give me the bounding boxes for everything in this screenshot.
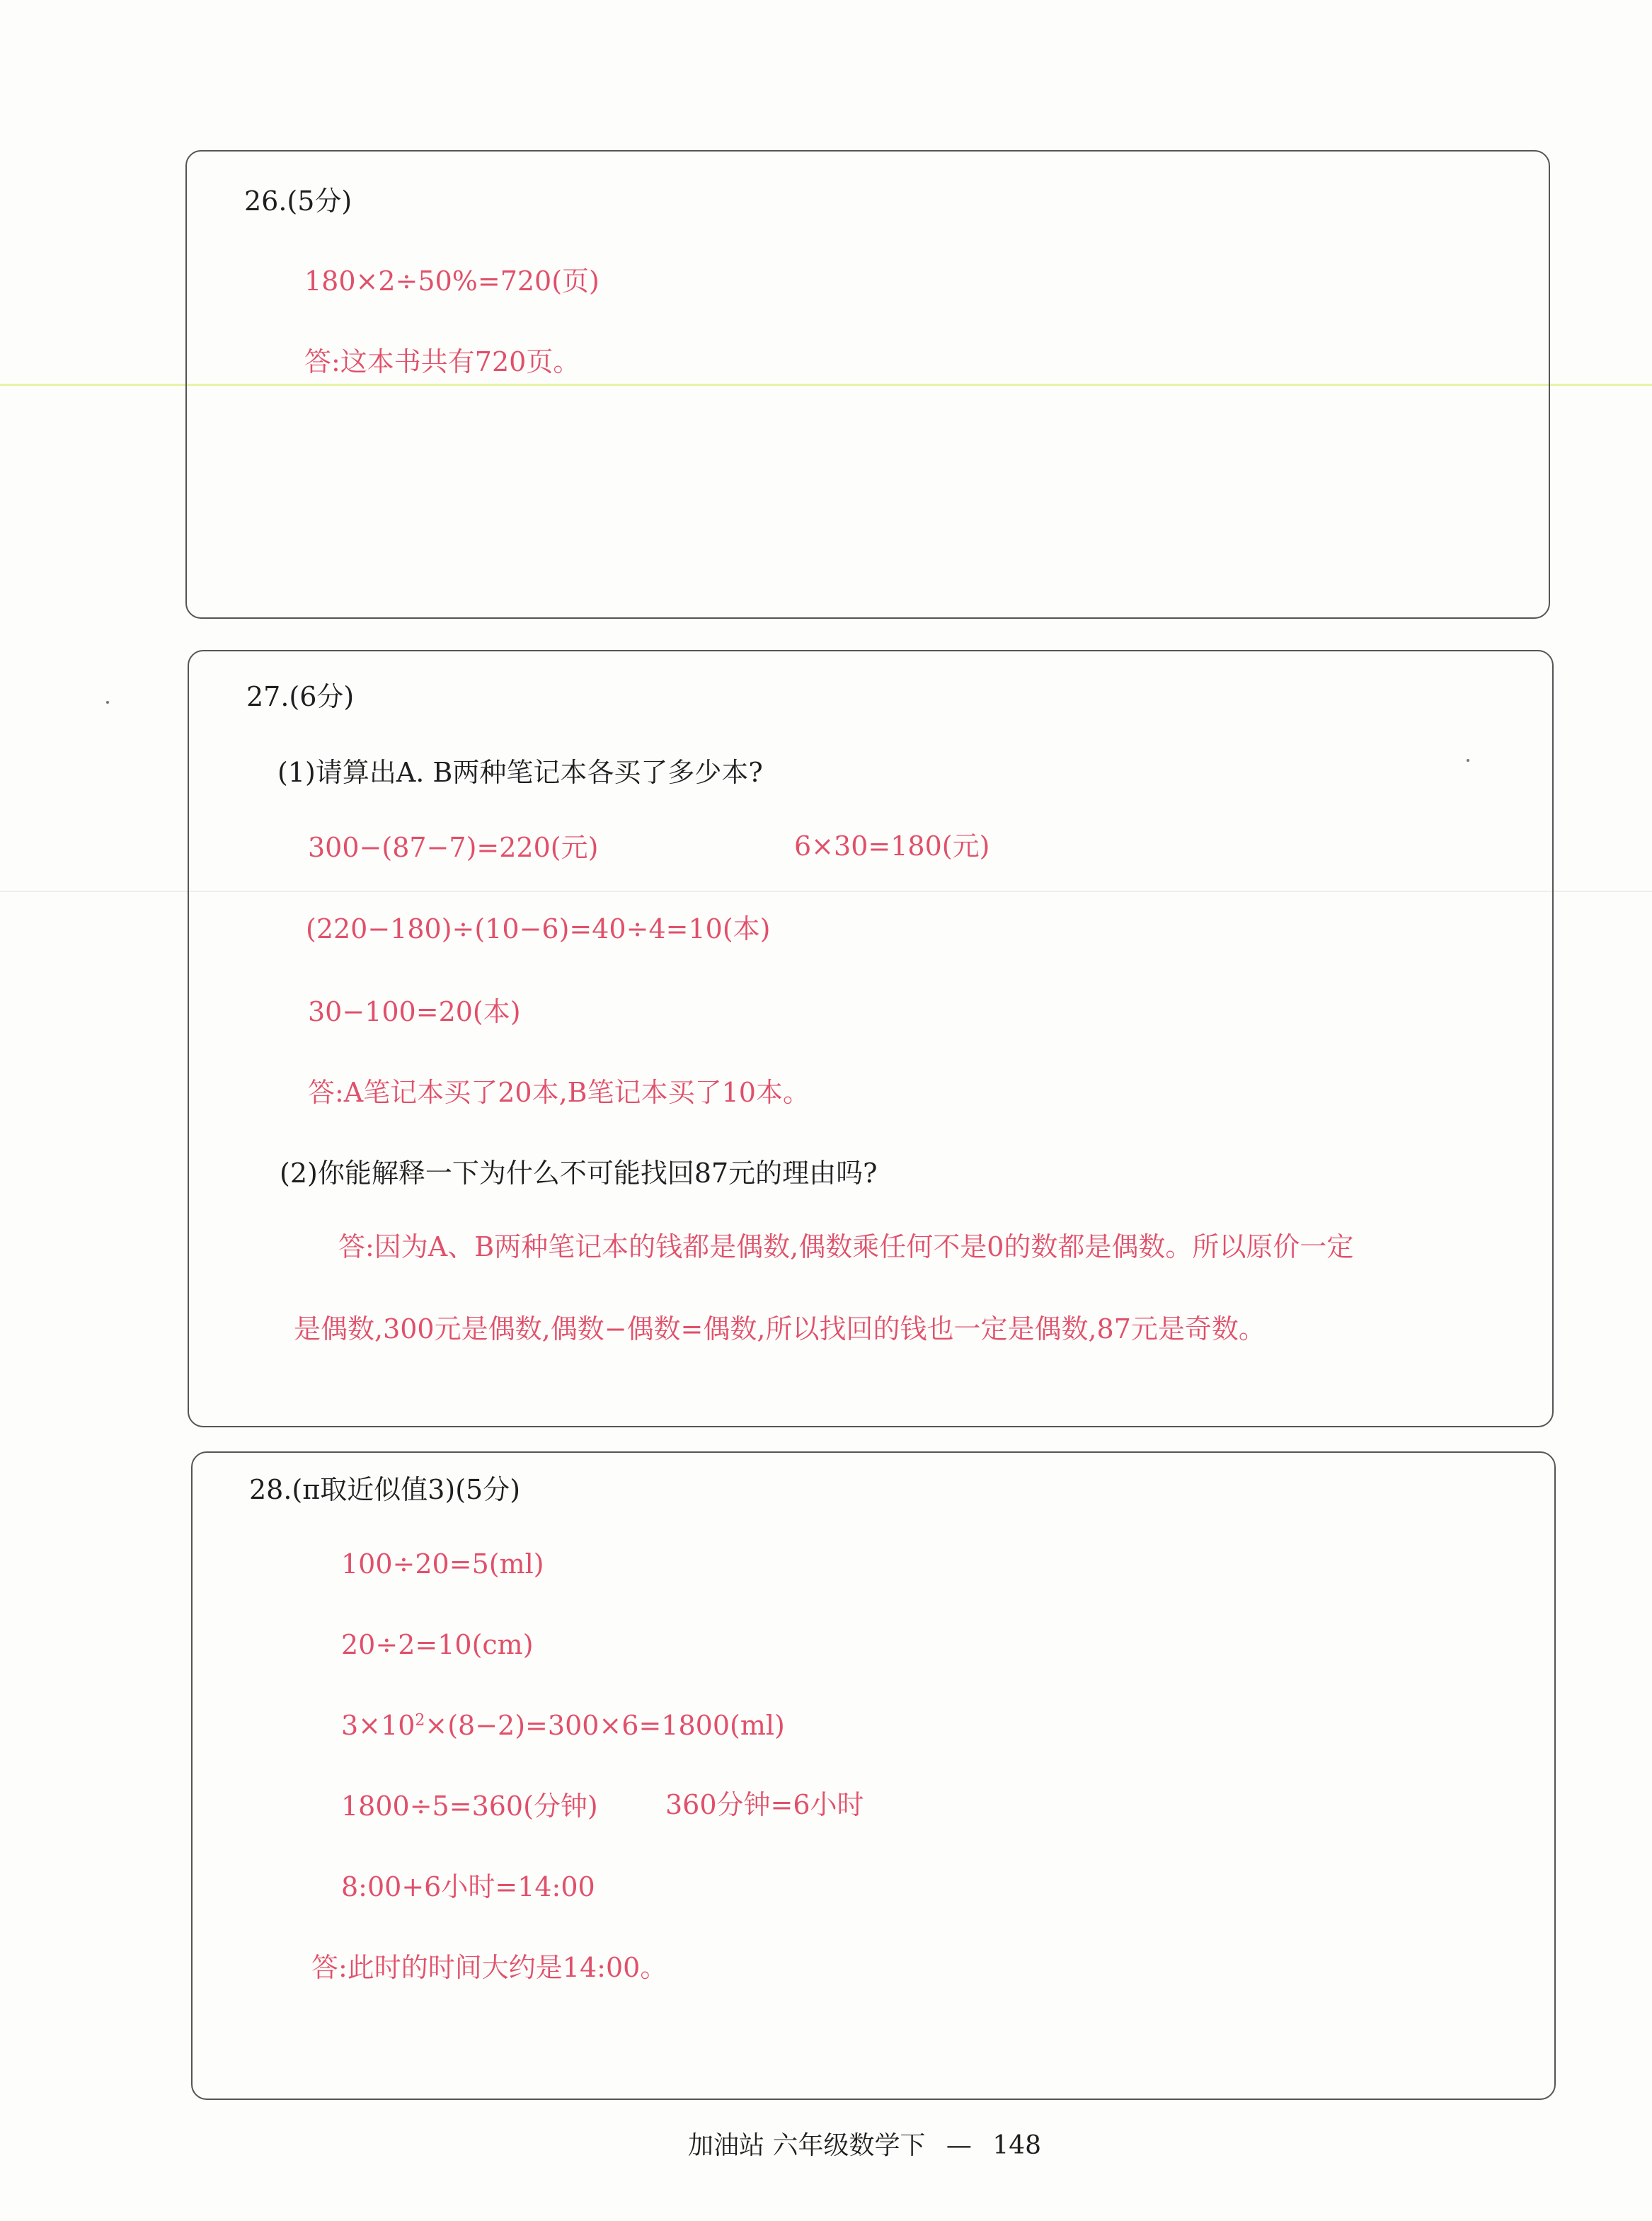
q27-answer2-line1: 答:因为A、B两种笔记本的钱都是偶数,偶数乘任何不是0的数都是偶数。所以原价一定 bbox=[338, 1231, 1354, 1262]
q27-answer2-line2: 是偶数,300元是偶数,偶数−偶数=偶数,所以找回的钱也一定是偶数,87元是奇数。 bbox=[294, 1313, 1266, 1344]
q28-line1: 100÷20=5(ml) bbox=[341, 1548, 544, 1580]
speck bbox=[106, 701, 109, 704]
q28-title: 28.(π取近似值3)(5分) bbox=[249, 1474, 521, 1505]
q27-title: 27.(6分) bbox=[246, 681, 355, 712]
q26-box bbox=[185, 150, 1550, 619]
q28-line3-pre: 3×10 bbox=[341, 1710, 415, 1741]
q27-calc-b: 6×30=180(元) bbox=[794, 830, 990, 862]
page-footer bbox=[688, 2125, 1041, 2162]
footer-book-title: 加油站 六年级数学下 bbox=[688, 2131, 926, 2160]
q27-calc-c: (220−180)÷(10−6)=40÷4=10(本) bbox=[306, 913, 771, 944]
q27-part2-prompt: (2)你能解释一下为什么不可能找回87元的理由吗? bbox=[280, 1158, 878, 1189]
q26-answer: 答:这本书共有720页。 bbox=[304, 346, 580, 377]
q28-line3-sup: 2 bbox=[415, 1711, 425, 1730]
q28-line4a: 1800÷5=360(分钟) bbox=[341, 1791, 598, 1822]
q27-calc-a: 300−(87−7)=220(元) bbox=[308, 832, 599, 863]
q28-line4b: 360分钟=6小时 bbox=[665, 1789, 864, 1820]
q28-line2: 20÷2=10(cm) bbox=[341, 1629, 534, 1660]
q26-calc: 180×2÷50%=720(页) bbox=[304, 266, 600, 297]
q28-line5: 8:00+6小时=14:00 bbox=[341, 1871, 595, 1902]
q28-line3 bbox=[341, 1712, 785, 1739]
footer-page-number: 148 bbox=[992, 2131, 1042, 2160]
q27-answer1: 答:A笔记本买了20本,B笔记本买了10本。 bbox=[308, 1077, 810, 1108]
q28-answer: 答:此时的时间大约是14:00。 bbox=[311, 1952, 667, 1983]
speck bbox=[1467, 759, 1469, 762]
q26-title: 26.(5分) bbox=[244, 185, 352, 217]
q27-part1-prompt: (1)请算出A. B两种笔记本各买了多少本? bbox=[277, 757, 763, 788]
q28-line3-post: ×(8−2)=300×6=1800(ml) bbox=[425, 1710, 785, 1741]
footer-dash: — bbox=[946, 2131, 972, 2160]
q27-calc-d: 30−100=20(本) bbox=[308, 996, 521, 1027]
